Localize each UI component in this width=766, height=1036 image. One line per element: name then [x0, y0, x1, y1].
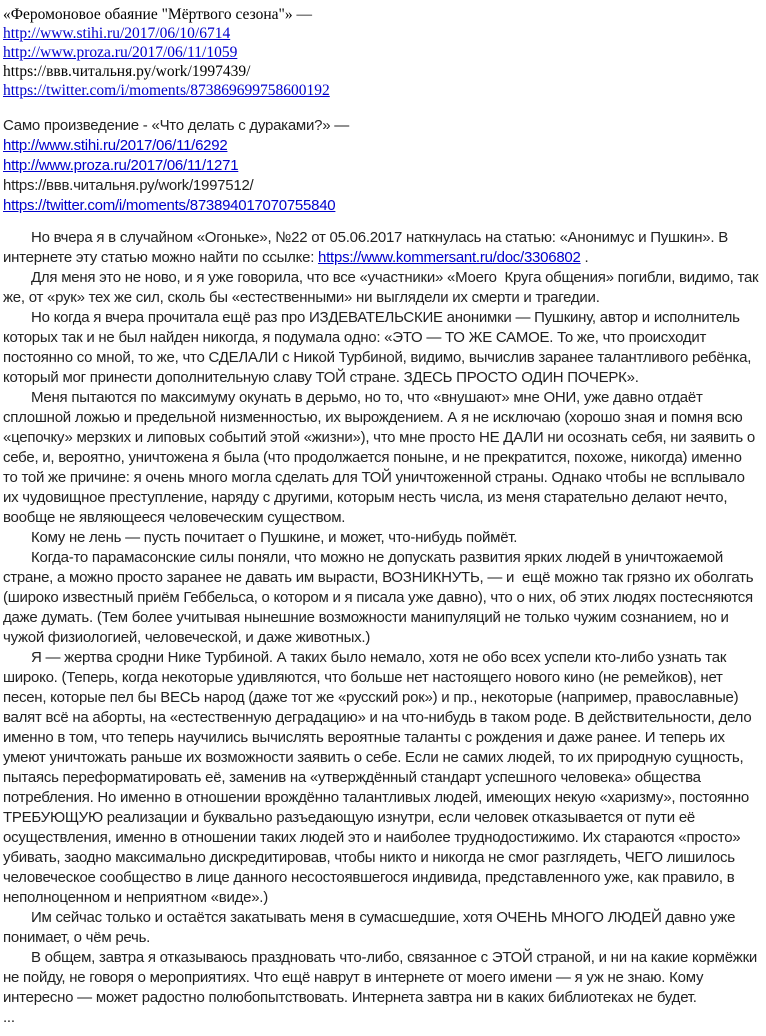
url-text: https://ввв.читальня.ру/work/1997439/	[3, 63, 251, 80]
paragraph	[3, 268, 763, 308]
paragraph	[3, 388, 760, 528]
reference-line	[3, 24, 760, 43]
reference-line	[3, 136, 760, 156]
work-title: Само произведение - «Что делать с дураками?» —	[3, 117, 349, 134]
paragraph-text: .	[580, 249, 589, 266]
paragraph-text: Но вчера я в случайном «Огоньке», №22 от 05.06.2017 наткнулась на статью: «Анонимус и Пушкин». В интернете эту статью можно найти по ссылке:	[3, 229, 732, 266]
url-text: https://ввв.читальня.ру/work/1997512/	[3, 177, 254, 194]
url-link[interactable]: http://www.stihi.ru/2017/06/10/6714	[3, 25, 231, 42]
url-link[interactable]: http://www.stihi.ru/2017/06/11/6292	[3, 137, 228, 154]
url-link[interactable]: http://www.proza.ru/2017/06/11/1271	[3, 157, 239, 174]
article-body	[3, 228, 763, 1028]
paragraph-text: Меня пытаются по максимуму окунать в дерьмо, но то, что «внушают» мне ОНИ, уже давно отдаёт сплошной ложью и предельной низменностью, их вырождением. А я не исключаю (хорошо зная и помня всю «цепочку» мерзких и липовых событий этой «жизни»), что мне просто НЕ ДАЛИ ни осознать себя, ни заявить о себе, и, вероятно, уничтожена я была (что продолжается поныне, и не прекратится, похоже, никогда) именно то той же причине: я очень много могла сделать для ТОЙ уничтоженной страны. Однако чтобы не всплывало их чудовищное преступление, наряду с другими, которым несть числа, из меня старательно делают нечто, вообще не являющееся человеческим существом.	[3, 389, 759, 526]
paragraph	[3, 1008, 760, 1028]
paragraph-text: Когда-то парамасонские силы поняли, что можно не допускать развития ярких людей в уничтожаемой стране, а можно просто заранее не давать им вырасти, ВОЗНИКНУТЬ, — и ещё можно так грязно их оболгать (широко известный приём Геббельса, о котором и я писала уже давно), что о них, об этих людях постесняются даже думать. (Тем более учитывая нынешние возможности манипуляций не только чужим сознанием, но и чужой физиологией, человеческой, и даже животных.)	[3, 549, 758, 646]
paragraph	[3, 528, 760, 548]
paragraph	[3, 648, 760, 908]
paragraph-text: Но когда я вчера прочитала ещё раз про ИЗДЕВАТЕЛЬСКИЕ анонимки — Пушкину, автор и исполнитель которых так и не был найден никогда, я подумала одно: «ЭТО — ТО ЖЕ САМОЕ. То же, что происходит постоянно со мной, то же, что СДЕЛАЛИ с Никой Турбиной, видимо, вычислив заранее талантливого ребёнка, который мог принести дополнительную славу ТОЙ стране. ЗДЕСЬ ПРОСТО ОДИН ПОЧЕРК».	[3, 309, 756, 386]
paragraph	[3, 948, 760, 1008]
inline-link[interactable]: https://www.kommersant.ru/doc/3306802	[318, 249, 581, 266]
reference-line	[3, 176, 760, 196]
reference-line	[3, 196, 760, 216]
reference-section	[3, 116, 760, 216]
url-link[interactable]: https://twitter.com/i/moments/873894017070755840	[3, 197, 336, 214]
reference-line	[3, 156, 760, 176]
paragraph-text: Для меня это не ново, и я уже говорила, что все «участники» «Моего Круга общения» погибли, видимо, так же, от «рук» тех же сил, сколь бы «естественными» ни выглядели их смерти и трагедии.	[3, 269, 763, 306]
work-title: «Феромоновое обаяние "Мёртвого сезона"» —	[3, 6, 312, 23]
paragraph	[3, 308, 760, 388]
paragraph-text: Им сейчас только и остаётся закатывать меня в сумасшедшие, хотя ОЧЕНЬ МНОГО ЛЮДЕЙ давно уже понимает, о чём речь.	[3, 909, 740, 946]
reference-line	[3, 81, 760, 100]
reference-blocks	[3, 5, 760, 216]
paragraph-text: Я — жертва сродни Нике Турбиной. А таких было немало, хотя не обо всех успели кто-либо узнать так широко. (Теперь, когда некоторые удивляются, что больше нет настоящего нового кино (не ремейков), нет песен, которые пел бы ВЕСЬ народ (даже тот же «русский рок») и пр., некоторые (например, православные) валят всё на аборты, на «естественную деградацию» и на что-нибудь в таком роде. В действительности, дело именно в том, что теперь научились вычислять вероятные таланты с рождения и даже ранее. И теперь их умеют уничтожать раньше их возможности заявить о себе. Если не самих людей, то их природную сущность, пытаясь переформатировать её, заменив на «утверждённый стандарт успешного человека» общества потребления. Но именно в отношении врождённо талантливых людей, имеющих некую «харизму», постоянно ТРЕБУЮЩУЮ реализации и буквально разъедающую изнутри, если человек отказывается от пути её осуществления, именно в отношении таких людей это и наиболее труднодостижимо. Их стараются «просто» убивать, заодно максимально дискредитировав, чтобы никто и никогда не смог разглядеть, ЧЕГО лишилось человеческое сообщество в лице данного несостоявшегося индивида, представленного уже, как правило, в неполноценном и неприятном «виде».)	[3, 649, 756, 906]
paragraph-text: В общем, завтра я отказываюсь праздновать что-либо, связанное с ЭТОЙ страной, и ни на какие кормёжки не пойду, не говоря о мероприятиях. Что ещё наврут в интернете от моего имени — я уж не знаю. Кому интересно — может радостно полюбопытствовать. Интернета завтра ни в каких библиотеках не будет.	[3, 949, 761, 1006]
paragraph	[3, 228, 760, 268]
url-link[interactable]: https://twitter.com/i/moments/873869699758600192	[3, 82, 330, 99]
reference-line	[3, 43, 760, 62]
paragraph-text: ...	[3, 1009, 15, 1026]
paragraph-text: Кому не лень — пусть почитает о Пушкине, и может, что-нибудь поймёт.	[31, 529, 518, 546]
url-link[interactable]: http://www.proza.ru/2017/06/11/1059	[3, 44, 238, 61]
reference-line	[3, 62, 760, 81]
paragraph	[3, 908, 760, 948]
reference-section	[3, 5, 760, 100]
paragraph	[3, 548, 760, 648]
